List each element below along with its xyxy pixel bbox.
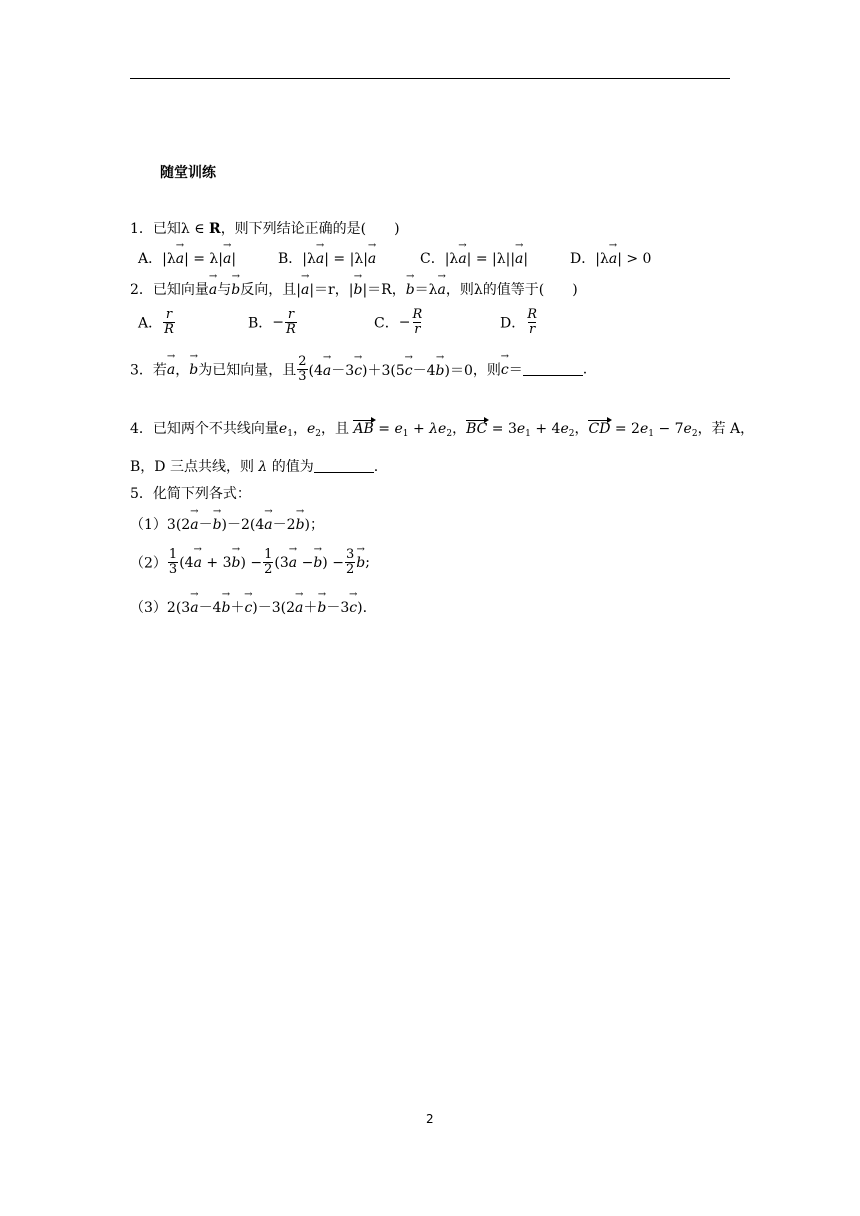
question-5-item-2: （2） $\frac{1}{3}$ (4→ a + 3→ b) − $\frac{1}{2}$ (3→ a −→ b) − $\frac{3}{2}$ → b; xyxy=(130,548,370,577)
question-1-option-d: D．|λ→ a| > 0 xyxy=(570,248,651,268)
question-1-option-c: C．|λ→ a| = |λ||→ a| xyxy=(420,248,528,268)
question-2-stem: 2．已知向量→ a与→ b反向，且|→ a|＝r，|→ b|＝R，→ b＝λ→ a，则λ的值等于( ) xyxy=(130,279,578,299)
question-4-line2: B，D 三点共线，则 λ 的值为 . xyxy=(130,459,379,475)
page-number: 2 xyxy=(426,1112,434,1126)
question-4-stem: 4．已知两个不共线向量$e_1$，$e_2$，且 AB = $e_1 + \lambda e_2$，BC = $3e_1 + 4e_2$，CD = $2e_1 - 7e_2$，若 A， xyxy=(130,421,755,439)
question-5-item-3: （3）2(3→ a－4→ b＋→ c)－3(2→ a＋→ b－3→ c). xyxy=(130,597,367,617)
question-1-option-b: B．|λ→ a| = |λ|→ a xyxy=(278,248,376,268)
question-5-stem: 5．化简下列各式： xyxy=(130,486,251,502)
question-1-option-a: A．|λ→ a| = λ|→ a| xyxy=(138,248,236,268)
question-2-option-a: A． $\frac{r}{R}$ xyxy=(138,307,174,337)
question-1-stem: 1．已知λ ∈ R，则下列结论正确的是( ) xyxy=(130,221,400,237)
question-2-option-b: B．− $\frac{r}{R}$ xyxy=(248,307,296,337)
section-title: 随堂训练 xyxy=(160,165,216,181)
header-rule xyxy=(130,78,730,79)
question-2-option-d: D． $\frac{R}{r}$ xyxy=(500,307,538,337)
question-2-option-c: C．− $\frac{R}{r}$ xyxy=(374,307,423,337)
question-5-item-1: （1）3(2→ a－→ b)－2(4→ a－2→ b)； xyxy=(130,514,324,534)
question-3-stem: 3．若→ a，→ b为已知向量，且 $\frac{2}{3}$ (4→ a－3→ c)＋3(5→ c－4→ b)＝0，则→ c＝ . xyxy=(130,355,587,384)
